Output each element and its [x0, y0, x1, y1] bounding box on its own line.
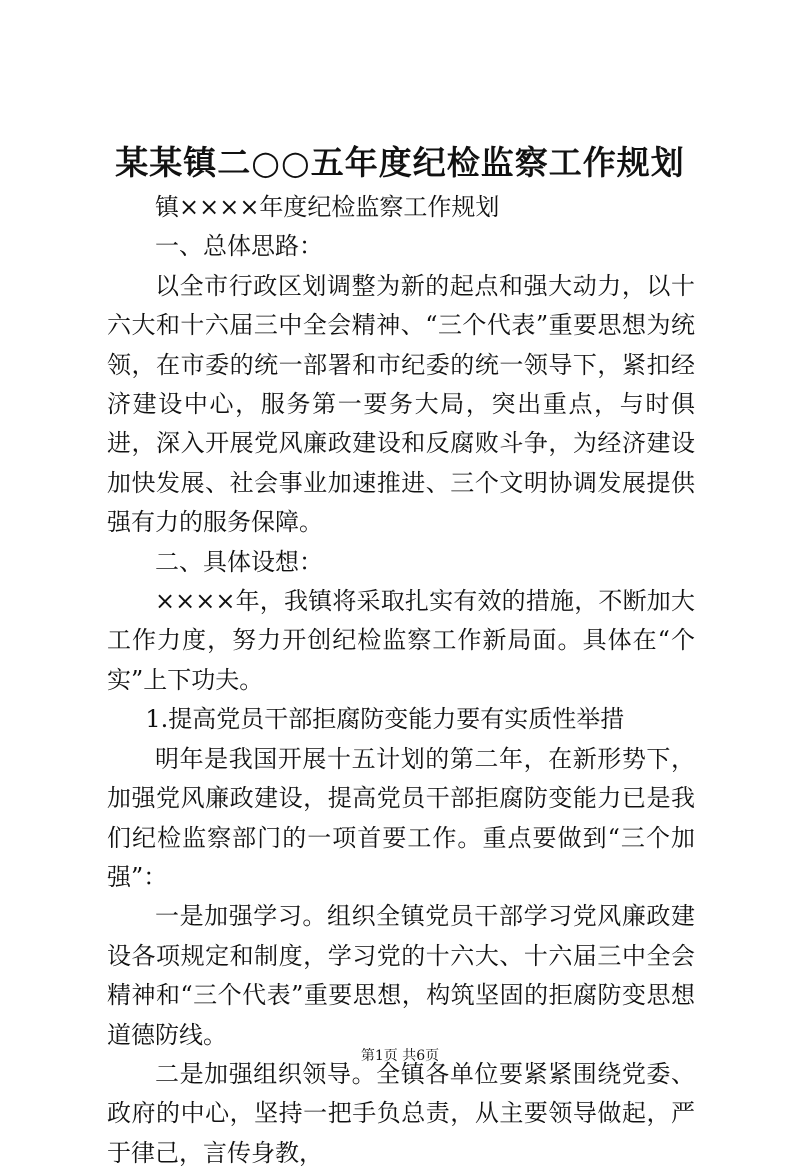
page-footer: 第1页 共6页: [360, 1048, 440, 1064]
body-paragraph: 二是加强组织领导。全镇各单位要紧紧围绕党委、政府的中心，坚持一把手负总责，从主要领导做起，严于律己，言传身教，: [107, 1059, 695, 1167]
section-heading-plans: 二、具体设想：: [155, 547, 323, 576]
sub-heading-item-1: 1.提高党员干部拒腐防变能力要有实质性举措: [145, 705, 625, 734]
body-paragraph: 一是加强学习。组织全镇党员干部学习党风廉政建设各项规定和制度，学习党的十六大、十六届三中全会精神和“三个代表”重要思想，构筑坚固的拒腐防变思想道德防线。: [107, 902, 695, 1049]
section-heading-overall: 一、总体思路：: [155, 232, 323, 261]
body-paragraph: 明年是我国开展十五计划的第二年，在新形势下，加强党风廉政建设，提高党员干部拒腐防变能力已是我们纪检监察部门的一项首要工作。重点要做到“三个加强”：: [107, 744, 695, 891]
body-paragraph: 以全市行政区划调整为新的起点和强大动力，以十六大和十六届三中全会精神、“三个代表”重要思想为统领，在市委的统一部署和市纪委的统一领导下，紧扣经济建设中心，服务第一要务大局，突出重点，与时俱进，深入开展党风廉政建设和反腐败斗争，为经济建设加快发展、社会事业加速推进、三个文明协调发展提供强有力的服务保障。: [107, 271, 695, 537]
subtitle-paragraph: 镇××××年度纪检监察工作规划: [155, 193, 500, 221]
body-paragraph: ××××年，我镇将采取扎实有效的措施，不断加大工作力度，努力开创纪检监察工作新局面。具体在“个实”上下功夫。: [107, 587, 695, 694]
document-body: [107, 188, 695, 1173]
document-title: 某某镇二○○五年度纪检监察工作规划: [115, 143, 685, 182]
